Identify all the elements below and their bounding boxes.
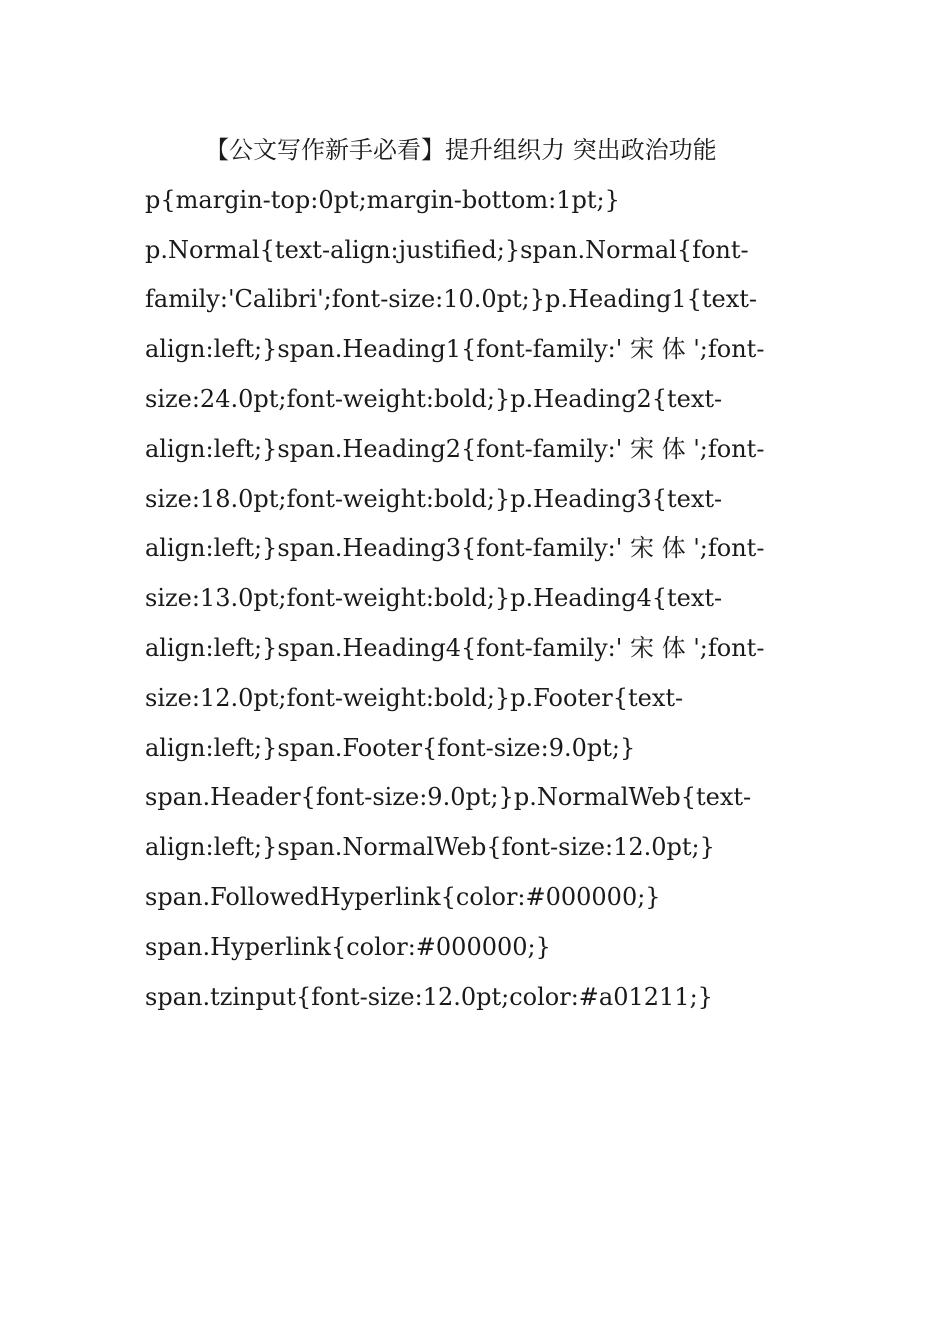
text-line: span.FollowedHyperlink{color:#000000;} [145, 882, 661, 911]
document-title: 【公文写作新手必看】提升组织力 突出政治功能 [205, 136, 717, 164]
document-body [145, 126, 810, 1022]
text-line: size:24.0pt;font-weight:bold;}p.Heading2{text- [145, 384, 723, 413]
text-line: p{margin-top:0pt;margin-bottom:1pt;} [145, 185, 620, 214]
text-line: align:left;}span.NormalWeb{font-size:12.0pt;} [145, 833, 715, 862]
text-line: span.tzinput{font-size:12.0pt;color:#a01211;} [145, 982, 713, 1011]
text-line: family:'Calibri';font-size:10.0pt;}p.Heading1{text- [145, 285, 757, 314]
text-line: size:13.0pt;font-weight:bold;}p.Heading4{text- [145, 584, 723, 613]
text-line: align:left;}span.Heading3{font-family:' 宋 体 ';font- [145, 534, 765, 563]
text-line: size:12.0pt;font-weight:bold;}p.Footer{text- [145, 683, 684, 712]
text-line: align:left;}span.Footer{font-size:9.0pt;} [145, 733, 636, 762]
text-line: size:18.0pt;font-weight:bold;}p.Heading3{text- [145, 484, 723, 513]
text-line: p.Normal{text-align:justified;}span.Normal{font- [145, 235, 749, 264]
text-line: span.Hyperlink{color:#000000;} [145, 932, 551, 961]
text-line: align:left;}span.Heading2{font-family:' 宋 体 ';font- [145, 434, 765, 463]
text-line: align:left;}span.Heading4{font-family:' 宋 体 ';font- [145, 633, 765, 662]
text-line: align:left;}span.Heading1{font-family:' 宋 体 ';font- [145, 335, 765, 364]
text-line: span.Header{font-size:9.0pt;}p.NormalWeb{text- [145, 783, 752, 812]
